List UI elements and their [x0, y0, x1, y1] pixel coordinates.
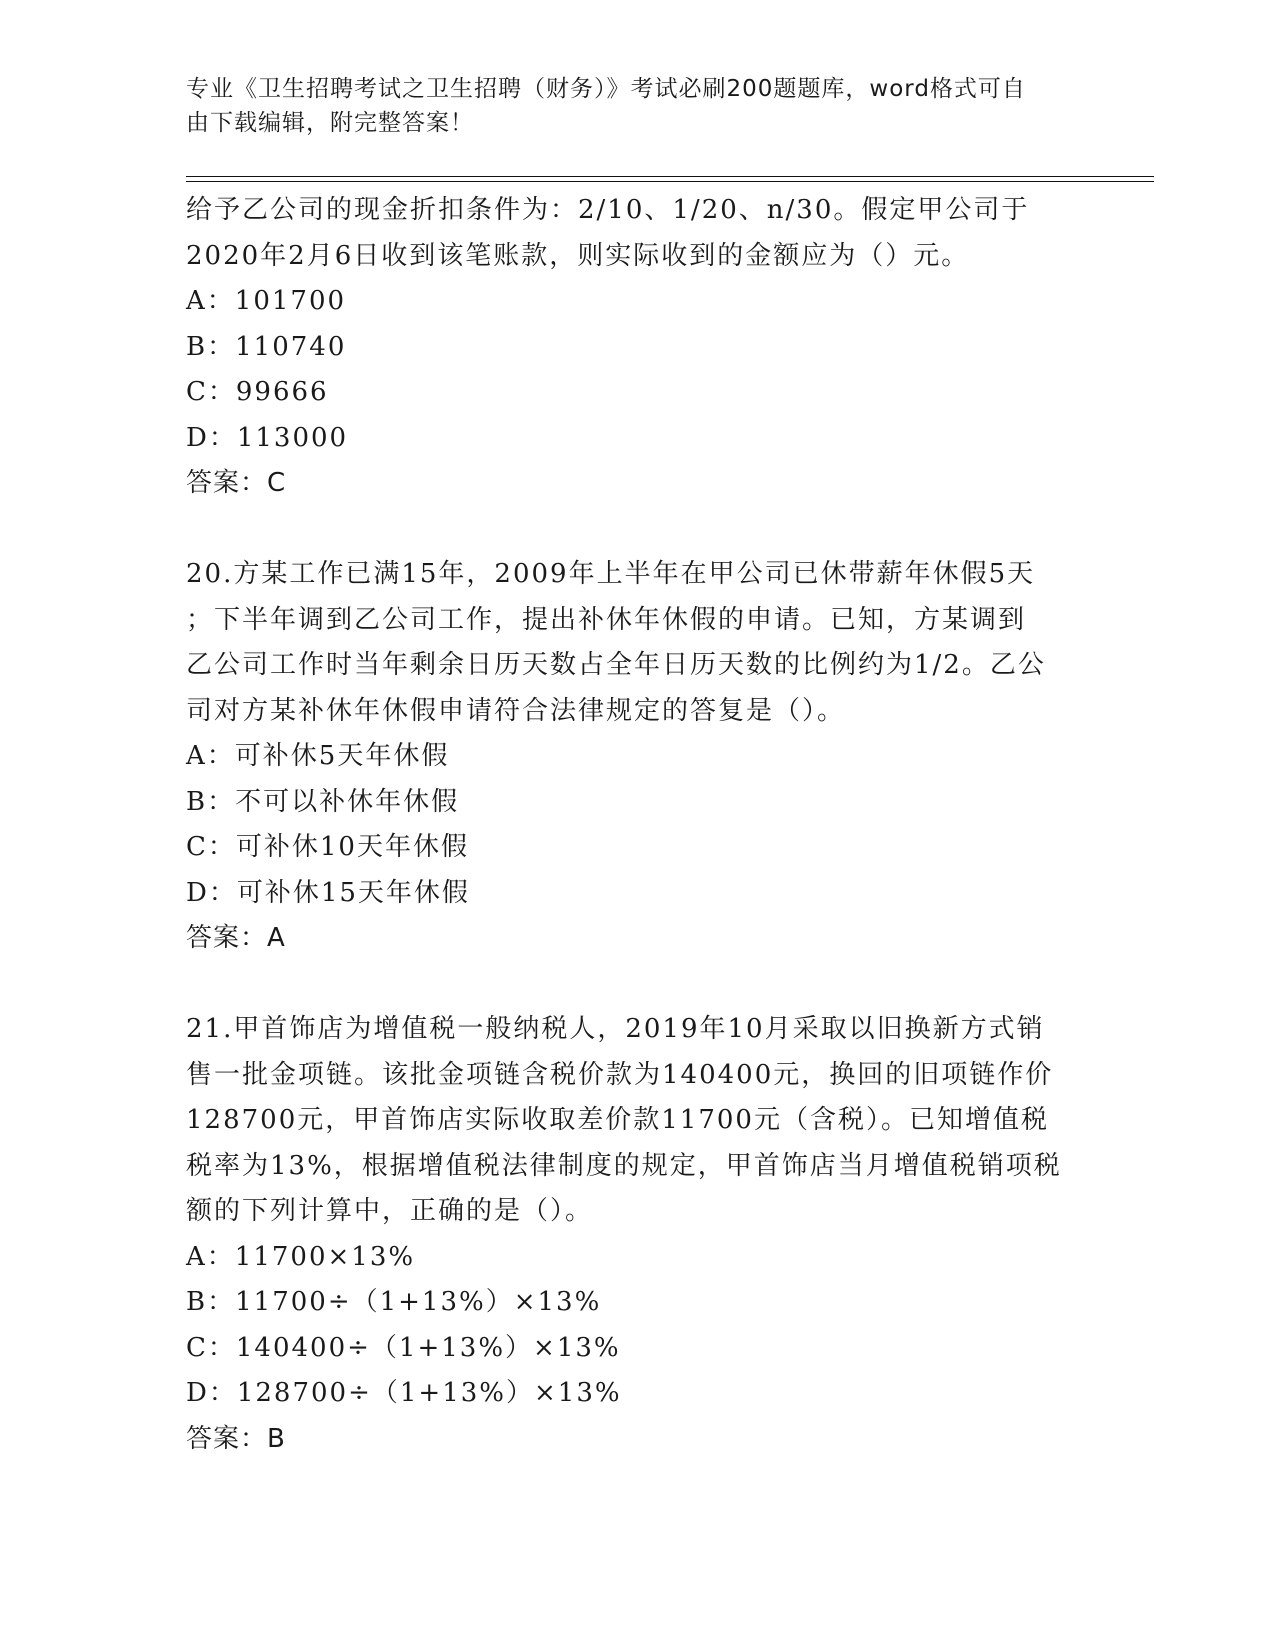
question-block [186, 1007, 1086, 1462]
question-line: 额的下列计算中，正确的是（）。 [186, 1196, 594, 1226]
question-line: 给予乙公司的现金折扣条件为：2/10、1/20、n/30。假定甲公司于 [186, 195, 1030, 225]
option-c: C：140400÷（1+13%）×13% [186, 1332, 621, 1363]
option-a: A：可补休5天年休假 [186, 741, 450, 771]
question-text [186, 188, 1086, 279]
question-line: 2020年2月6日收到该笔账款，则实际收到的金额应为（）元。 [186, 240, 970, 271]
question-line: 乙公司工作时当年剩余日历天数占全年日历天数的比例约为1/2。乙公 [186, 650, 1046, 680]
question-line: 司对方某补休年休假申请符合法律规定的答复是（）。 [186, 695, 846, 726]
question-line: 21.甲首饰店为增值税一般纳税人，2019年10月采取以旧换新方式销 [186, 1014, 1045, 1044]
option-b: B：11700÷（1+13%）×13% [186, 1287, 602, 1317]
question-block [186, 188, 1086, 507]
option-d: D：128700÷（1+13%）×13% [186, 1378, 622, 1408]
option-d: D：可补休15天年休假 [186, 877, 470, 908]
option-b: B：不可以补休年休假 [186, 786, 460, 817]
answer-line: 答案：C [186, 468, 287, 498]
option-c: C：99666 [186, 377, 329, 407]
option-a: A：101700 [186, 286, 347, 316]
question-block [186, 552, 1086, 962]
question-line: 税率为13%，根据增值税法律制度的规定，甲首饰店当月增值税销项税 [186, 1150, 1062, 1181]
answer-line: 答案：A [186, 923, 286, 953]
question-text [186, 1007, 1086, 1235]
spacer [186, 507, 1086, 553]
header-divider-top [186, 176, 1154, 177]
header-divider-bottom [186, 181, 1154, 182]
header-title-line-2: 由下载编辑，附完整答案！ [186, 110, 474, 136]
question-line: 128700元，甲首饰店实际收取差价款11700元（含税）。已知增值税 [186, 1105, 1049, 1135]
question-list [186, 188, 1086, 1462]
question-line: ；下半年调到乙公司工作，提出补休年休假的申请。已知，方某调到 [186, 604, 1027, 635]
question-text [186, 552, 1086, 734]
option-c: C：可补休10天年休假 [186, 832, 469, 862]
question-line: 售一批金项链。该批金项链含税价款为140400元，换回的旧项链作价 [186, 1059, 1054, 1090]
option-a: A：11700×13% [186, 1241, 416, 1272]
spacer [186, 962, 1086, 1008]
header-title-line-1: 专业《卫生招聘考试之卫生招聘（财务）》考试必刷200题题库，word格式可自 [186, 76, 1026, 102]
question-line: 20.方某工作已满15年，2009年上半年在甲公司已休带薪年休假5天 [186, 559, 1036, 589]
document-header [186, 72, 1066, 140]
answer-line: 答案：B [186, 1423, 286, 1454]
option-b: B：110740 [186, 331, 347, 362]
option-d: D：113000 [186, 422, 349, 453]
